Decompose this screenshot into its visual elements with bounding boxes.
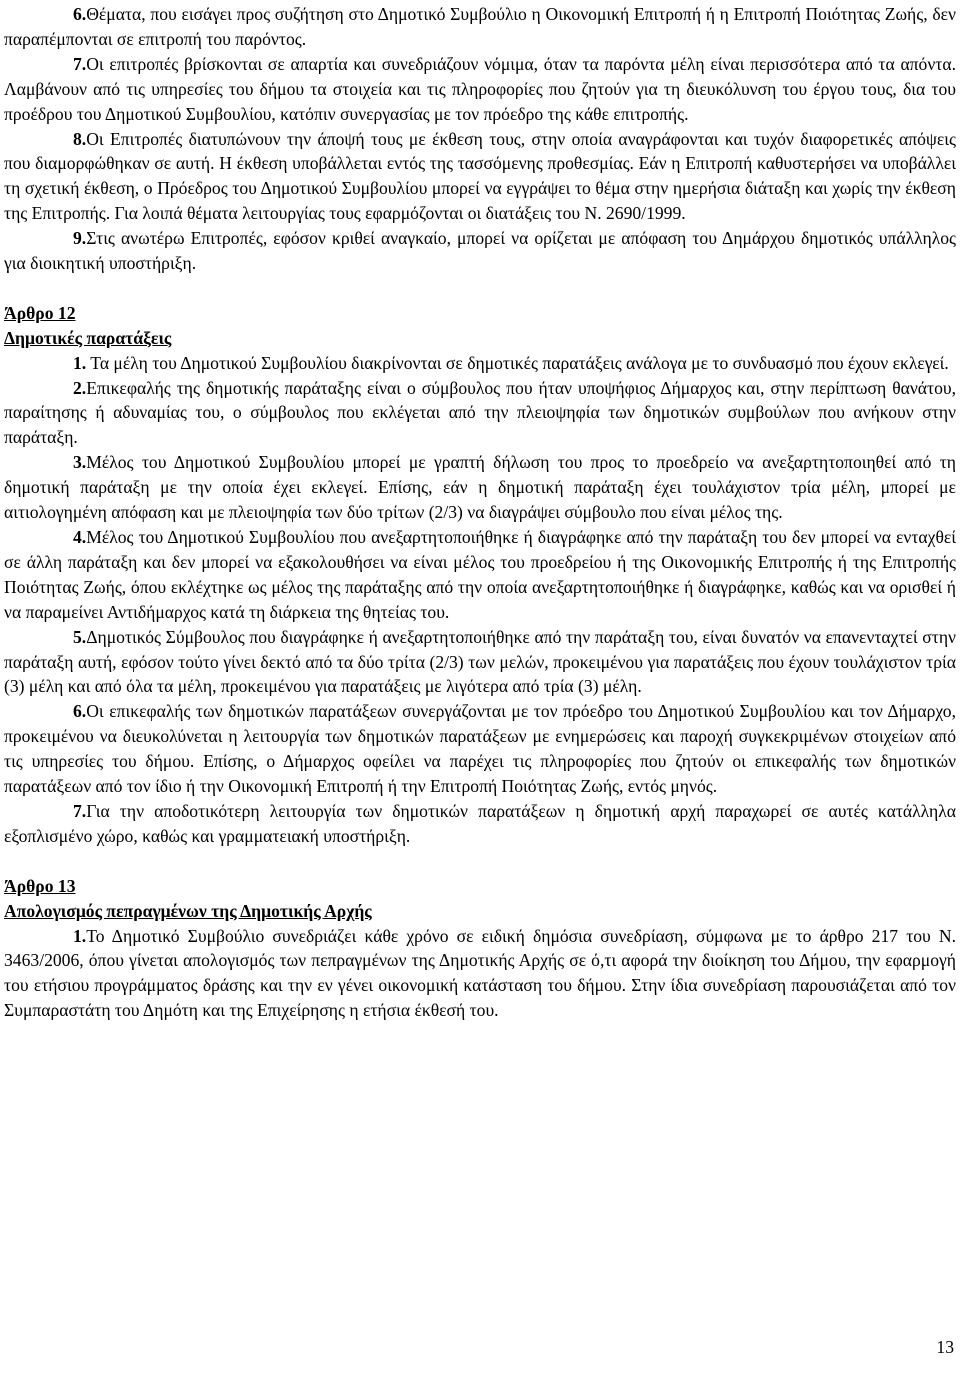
paragraph-number: 8. xyxy=(73,128,87,149)
article-12-heading: Άρθρο 12 xyxy=(4,302,76,323)
paragraph-13-1 xyxy=(4,924,956,1024)
paragraph-number: 6. xyxy=(73,4,87,24)
page-number: 13 xyxy=(936,1337,954,1357)
paragraph-12-7 xyxy=(4,799,956,849)
paragraph-11-9 xyxy=(4,226,956,276)
paragraph-11-8 xyxy=(4,127,956,227)
paragraph-number: 6. xyxy=(73,701,87,722)
paragraph-number: 1. xyxy=(73,352,87,373)
paragraph-text: Δημοτικός Σύμβουλος που διαγράφηκε ή ανεξαρτητοποιήθηκε από την παράταξη του, είναι δυνατόν να επανενταχτεί στην παράταξη αυτή, εφόσον τούτο γίνει δεκτό από τα δύο τρίτα (2/3) των μελών, προκειμένου για παρατάξεις που έχουν τουλάχιστον τρία (3) μέλη και από όλα τα μέλη, προκειμένου για παρατάξεις με λιγότερα από τρία (3) μέλη. xyxy=(4,626,956,697)
paragraph-12-1 xyxy=(4,351,956,376)
paragraph-12-2 xyxy=(4,376,956,451)
article-13-title: Απολογισμός πεπραγμένων της Δημοτικής Αρχής xyxy=(4,900,372,921)
paragraph-text: Μέλος του Δημοτικού Συμβουλίου μπορεί με γραπτή δήλωση του προς το προεδρείο να ανεξαρτητοποιηθεί από τη δημοτική παράταξη με την οποία έχει εκλεγεί. Επίσης, εάν η δημοτική παράταξη έχει τουλάχιστον τρία μέλη, μπορεί με αιτιολογημένη απόφαση και με πλειοψηφία των δύο τρίτων (2/3) να διαγράψει σύμβουλο που είναι μέλος της. xyxy=(4,452,956,523)
paragraph-number: 7. xyxy=(73,800,87,821)
paragraph-number: 5. xyxy=(73,626,87,647)
paragraph-number: 4. xyxy=(73,527,87,548)
spacer xyxy=(4,276,956,301)
paragraph-12-3 xyxy=(4,450,956,525)
paragraph-text: Οι Επιτροπές διατυπώνουν την άποψή τους με έκθεση τους, στην οποία αναγράφονται και τυχόν διαφορετικές απόψεις που διαμορφώθηκαν σε αυτή. Η έκθεση υποβάλλεται εντός της τασσόμενης προθεσμίας. Εάν η Επιτροπή καθυστερήσει να υποβάλλει τη σχετική έκθεση, ο Πρόεδρος του Δημοτικού Συμβουλίου μπορεί να εγγράψει το θέμα στην ημερήσια διάταξη και χωρίς την έκθεση της Επιτροπής. Για λοιπά θέματα λειτουργίας τους εφαρμόζονται οι διατάξεις του Ν. 2690/1999. xyxy=(4,128,956,224)
paragraph-text: Οι επιτροπές βρίσκονται σε απαρτία και συνεδριάζουν νόμιμα, όταν τα παρόντα μέλη είναι περισσότερα από τα απόντα. Λαμβάνουν από τις υπηρεσίες του δήμου τα στοιχεία και τις πληροφορίες που ζητούν για τη διευκόλυνση του έργου τους, δια του προέδρου του Δημοτικού Συμβουλίου, κατόπιν συνεργασίας με τον πρόεδρο της κάθε επιτροπής. xyxy=(4,53,956,124)
paragraph-number: 3. xyxy=(73,452,87,473)
paragraph-text: Θέματα, που εισάγει προς συζήτηση στο Δημοτικό Συμβούλιο η Οικονομική Επιτροπή ή η Επιτροπή Ποιότητας Ζωής, δεν παραπέμπονται σε επιτροπή του παρόντος. xyxy=(4,4,956,49)
paragraph-text: Οι επικεφαλής των δημοτικών παρατάξεων συνεργάζονται με τον πρόεδρο του Δημοτικού Συμβουλίου και τον Δήμαρχο, προκειμένου να διευκολύνεται η λειτουργία των δημοτικών παρατάξεων με ενημερώσεις και παροχή συγκεκριμένων στοιχείων από τις υπηρεσίες του δήμου. Επίσης, ο Δήμαρχος οφείλει να παρέχει τις πληροφορίες που ζητούν οι επικεφαλής των δημοτικών παρατάξεων από τον ίδιο ή την Οικονομική Επιτροπή ή την Επιτροπή Ποιότητας Ζωής, εντός μηνός. xyxy=(4,701,956,797)
paragraph-number: 1. xyxy=(73,925,87,946)
paragraph-text: Μέλος του Δημοτικού Συμβουλίου που ανεξαρτητοποιήθηκε ή διαγράφηκε από την παράταξη του δεν μπορεί να ενταχθεί σε άλλη παράταξη και δεν μπορεί να εξακολουθήσει να είναι μέλος του προεδρείου ή της Οικονομικής Επιτροπής ή της Επιτροπής Ποιότητας Ζωής, όπου εκλέχτηκε ως μέλος της παράταξης από την οποία ανεξαρτητοποιήθηκε ή διαγράφηκε, καθώς και να ορισθεί ή να παραμείνει Αντιδήμαρχος κατά τη διάρκεια της θητείας του. xyxy=(4,527,956,622)
article-13-heading: Άρθρο 13 xyxy=(4,875,76,896)
paragraph-12-4 xyxy=(4,525,956,625)
paragraph-text: Στις ανωτέρω Επιτροπές, εφόσον κριθεί αναγκαίο, μπορεί να ορίζεται με απόφαση του Δημάρχου δημοτικός υπάλληλος για διοικητική υποστήριξη. xyxy=(4,228,956,274)
paragraph-11-7 xyxy=(4,52,956,127)
paragraph-text: Επικεφαλής της δημοτικής παράταξης είναι ο σύμβουλος που ήταν υποψήφιος Δήμαρχος και, στην περίπτωση θανάτου, παραίτησης ή αδυναμίας του, ο σύμβουλος που εκλέγεται από την πλειοψηφία των δημοτικών συμβούλων που ανήκουν στην παράταξη. xyxy=(4,377,956,448)
paragraph-12-6 xyxy=(4,699,956,799)
article-12-title: Δημοτικές παρατάξεις xyxy=(4,327,172,348)
spacer xyxy=(4,849,956,874)
paragraph-text: Το Δημοτικό Συμβούλιο συνεδριάζει κάθε χρόνο σε ειδική δημόσια συνεδρίαση, σύμφωνα με το άρθρο 217 του Ν. 3463/2006, όπου γίνεται απολογισμός των πεπραγμένων της Δημοτικής Αρχής σε ό,τι αφορά την διοίκηση του Δήμου, την εφαρμογή του ετήσιου προγράμματος δράσης και την εν γένει οικονομική κατάσταση του δήμου. Στην ίδια συνεδρίαση παρουσιάζεται από τον Συμπαραστάτη του Δημότη και της Επιχείρησης η ετήσια έκθεσή του. xyxy=(4,925,956,1021)
paragraph-11-6 xyxy=(4,2,956,52)
paragraph-number: 9. xyxy=(73,228,87,249)
paragraph-number: 7. xyxy=(73,53,87,74)
paragraph-number: 2. xyxy=(73,377,87,398)
paragraph-text: Για την αποδοτικότερη λειτουργία των δημοτικών παρατάξεων η δημοτική αρχή παραχωρεί σε αυτές κατάλληλα εξοπλισμένο χώρο, καθώς και γραμματειακή υποστήριξη. xyxy=(4,800,956,846)
paragraph-text: Τα μέλη του Δημοτικού Συμβουλίου διακρίνονται σε δημοτικές παρατάξεις ανάλογα με το συνδυασμό που έχουν εκλεγεί. xyxy=(86,352,949,373)
paragraph-12-5 xyxy=(4,625,956,700)
